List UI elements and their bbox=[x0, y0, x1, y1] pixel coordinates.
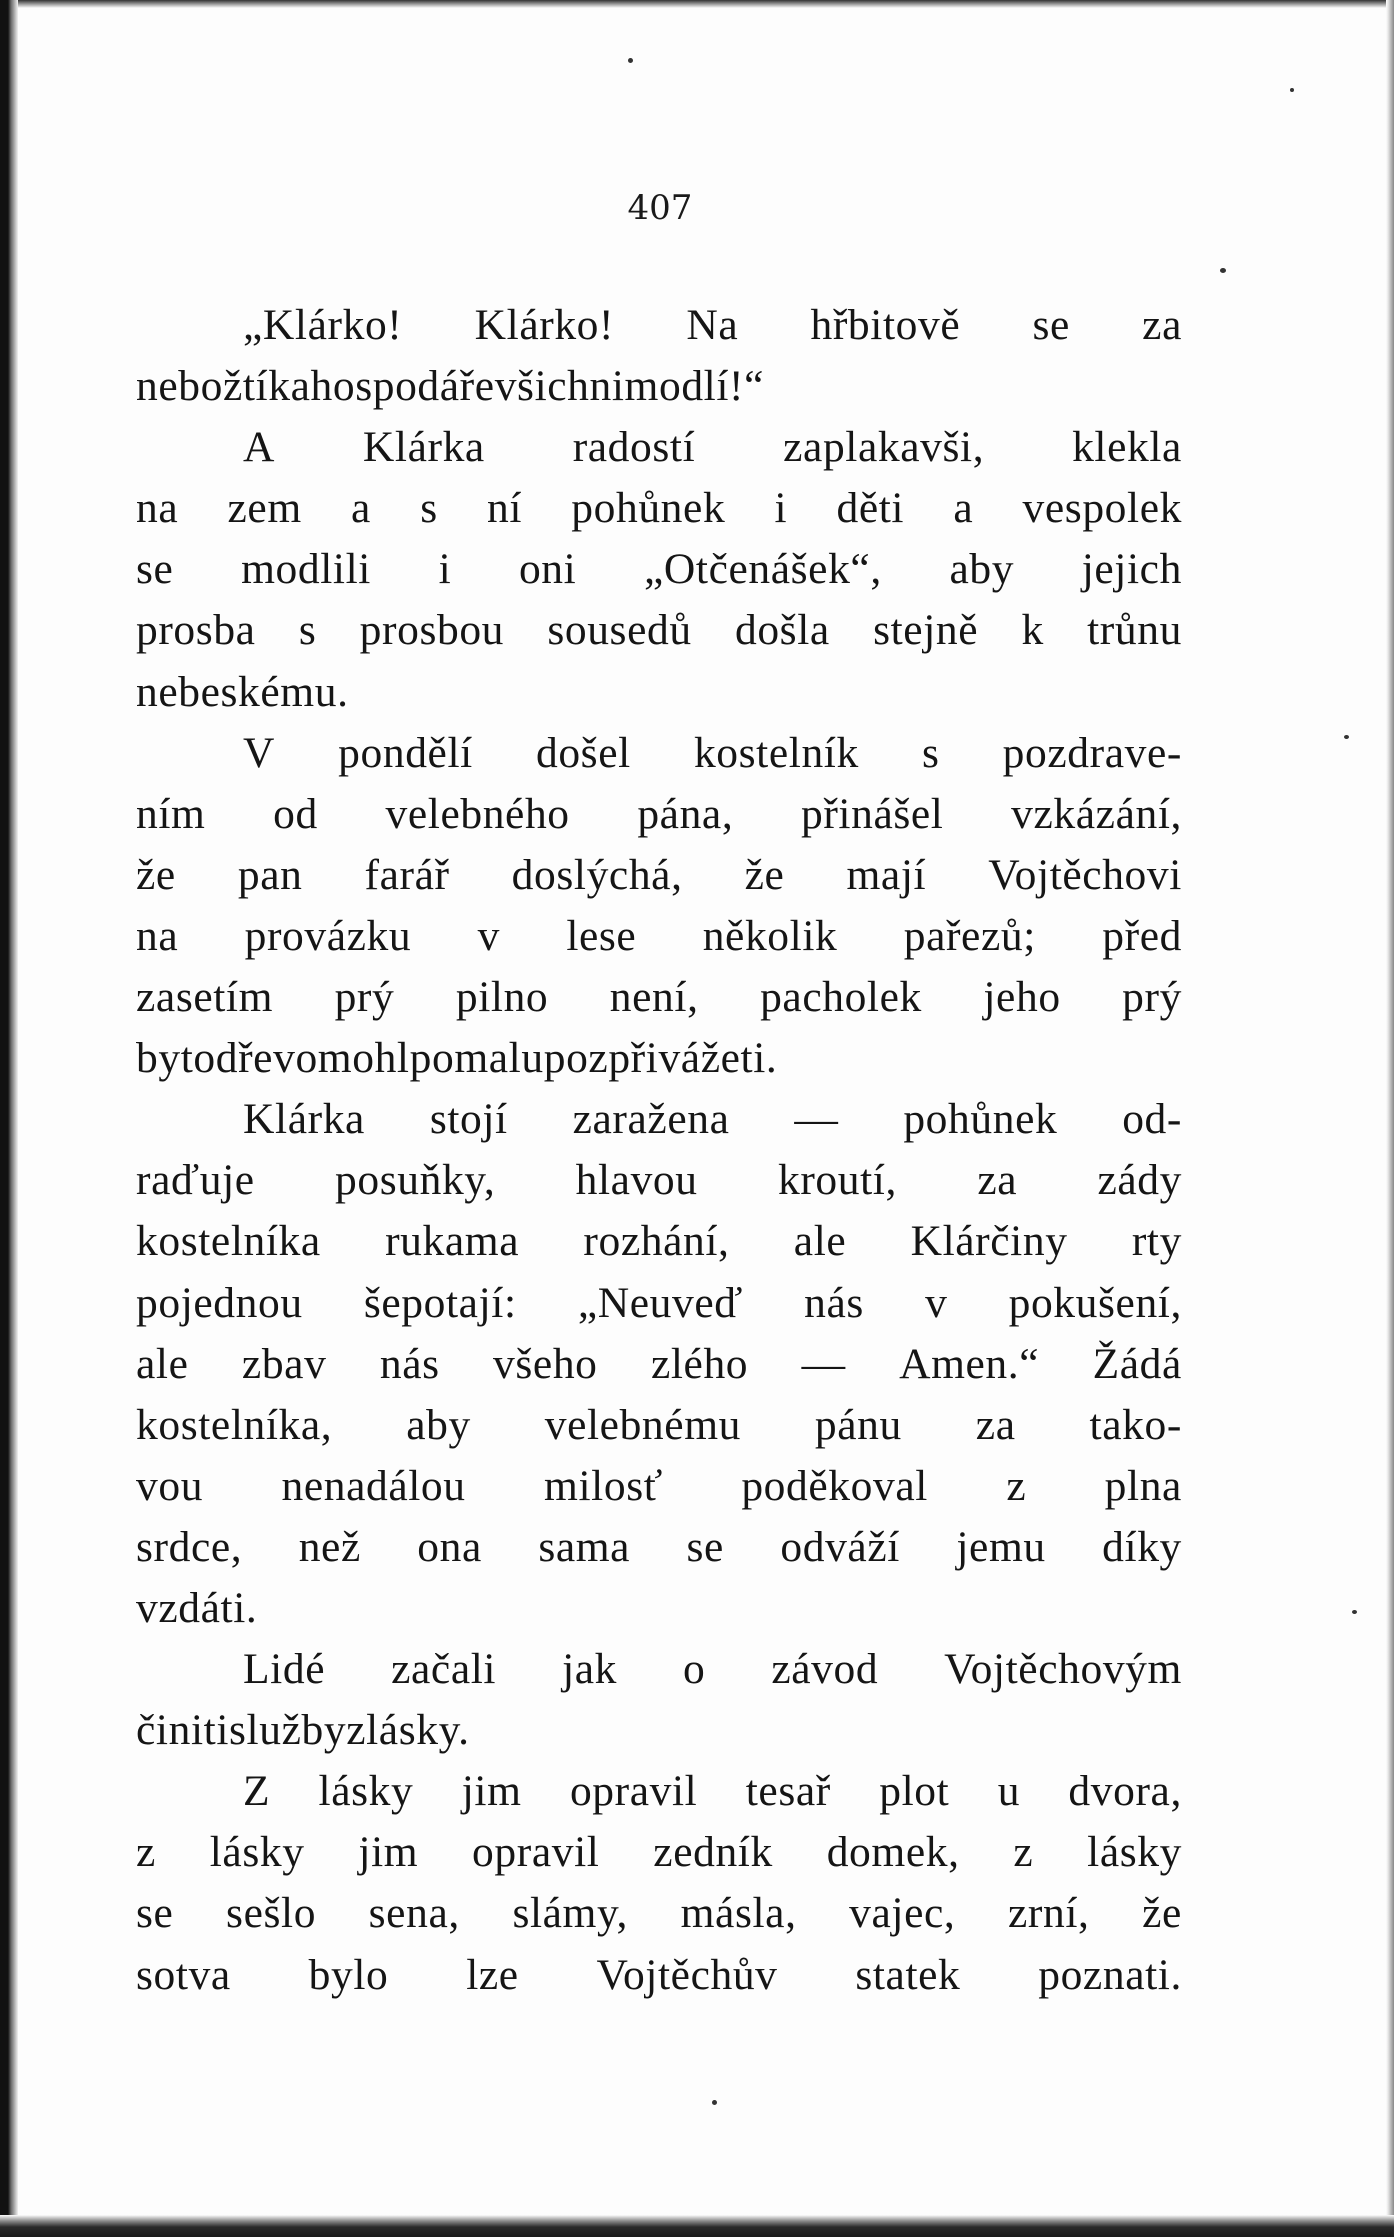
text-line bbox=[136, 1700, 1182, 1761]
word: másla, bbox=[680, 1889, 797, 1938]
word: z bbox=[346, 1706, 367, 1755]
word: nenadálou bbox=[281, 1461, 466, 1510]
word: zem bbox=[227, 484, 302, 533]
text-line bbox=[136, 1456, 1182, 1517]
word: ním bbox=[136, 789, 206, 838]
text-line bbox=[136, 539, 1182, 600]
word: bylo bbox=[308, 1950, 389, 1999]
word: není, bbox=[609, 973, 699, 1022]
word: sama bbox=[538, 1522, 631, 1571]
text-line bbox=[136, 1395, 1182, 1456]
word: kostelníka, bbox=[136, 1400, 333, 1449]
word: Na bbox=[686, 301, 739, 349]
word: závod bbox=[771, 1645, 879, 1694]
text-line bbox=[136, 1761, 1182, 1822]
word: než bbox=[298, 1522, 361, 1571]
word: jim bbox=[358, 1828, 419, 1877]
word: nebožtíka bbox=[136, 362, 311, 411]
word: vajec, bbox=[849, 1889, 956, 1938]
word: to bbox=[180, 1034, 216, 1083]
word: vou bbox=[136, 1461, 204, 1510]
word: sešlo bbox=[226, 1889, 317, 1938]
word: k bbox=[1021, 606, 1044, 655]
word: zlého bbox=[650, 1339, 749, 1388]
word: služby bbox=[229, 1706, 347, 1755]
word: prosba bbox=[136, 606, 256, 655]
word: Amen.“ bbox=[899, 1339, 1040, 1388]
text-line bbox=[136, 1089, 1182, 1150]
word: plot bbox=[879, 1767, 950, 1816]
word: ní bbox=[486, 484, 523, 533]
word: mají bbox=[846, 850, 927, 899]
word: slámy, bbox=[512, 1889, 628, 1938]
scan-speck bbox=[1344, 735, 1349, 739]
word: prý bbox=[334, 973, 395, 1022]
word: doslýchá, bbox=[511, 850, 683, 899]
word: Vojtěchův bbox=[596, 1950, 778, 1999]
word: „Neuveď bbox=[577, 1278, 743, 1327]
word: jejich bbox=[1081, 545, 1182, 594]
text-line bbox=[136, 478, 1182, 539]
word: s bbox=[922, 728, 940, 777]
word: statek bbox=[855, 1950, 961, 1999]
word: pacholek bbox=[760, 973, 922, 1022]
word: Klárko! bbox=[474, 301, 615, 349]
word: i bbox=[438, 545, 452, 594]
word: Klárčiny bbox=[910, 1217, 1068, 1266]
text-line bbox=[136, 1822, 1182, 1883]
scan-speck bbox=[1352, 1610, 1357, 1614]
word: posuňky, bbox=[335, 1156, 496, 1205]
word: V bbox=[243, 728, 276, 777]
word: modlili bbox=[241, 545, 371, 594]
word: velebného bbox=[385, 789, 570, 838]
word: z bbox=[1006, 1461, 1027, 1510]
word: o bbox=[683, 1645, 706, 1694]
word: pařezů; bbox=[903, 911, 1036, 960]
word: za bbox=[977, 1156, 1018, 1205]
word: jeho bbox=[983, 973, 1061, 1022]
word: nás bbox=[804, 1278, 864, 1327]
word: lze bbox=[466, 1950, 519, 1999]
word: kroutí, bbox=[777, 1156, 897, 1205]
word: děti bbox=[836, 484, 905, 533]
word: poděkoval bbox=[741, 1461, 928, 1510]
scan-speck bbox=[628, 58, 633, 63]
word: za bbox=[975, 1400, 1016, 1449]
word: vzkázání, bbox=[1011, 789, 1182, 838]
word: šepotají: bbox=[363, 1278, 517, 1327]
word: raďuje bbox=[136, 1156, 255, 1205]
word: Z bbox=[243, 1767, 271, 1816]
word: „Otčenášek“, bbox=[643, 545, 882, 594]
word: a bbox=[351, 484, 371, 533]
word: pan bbox=[237, 850, 303, 899]
text-line bbox=[136, 1334, 1182, 1395]
word: odváží bbox=[780, 1522, 900, 1571]
word: pomalu bbox=[409, 1034, 544, 1083]
word: radostí bbox=[572, 423, 696, 472]
page-bottom-edge bbox=[0, 2215, 1394, 2237]
word: jak bbox=[562, 1645, 618, 1694]
page-right-edge bbox=[1386, 0, 1394, 2237]
page-left-edge bbox=[0, 0, 18, 2237]
scan-speck bbox=[712, 2100, 717, 2105]
word: dvora, bbox=[1068, 1767, 1182, 1816]
word: zády bbox=[1097, 1156, 1182, 1205]
word: se bbox=[686, 1522, 724, 1571]
word: v bbox=[925, 1278, 948, 1327]
word: tesař bbox=[745, 1767, 831, 1816]
word: Lidé bbox=[243, 1645, 326, 1694]
word: modlí!“ bbox=[624, 362, 765, 411]
scan-speck bbox=[1220, 268, 1226, 273]
word: rty bbox=[1131, 1217, 1182, 1266]
word: se bbox=[1032, 301, 1070, 349]
word: všichni bbox=[494, 362, 625, 411]
text-line bbox=[136, 967, 1182, 1028]
word: pánu bbox=[814, 1400, 902, 1449]
text-line bbox=[136, 600, 1182, 661]
word: přinášel bbox=[800, 789, 944, 838]
word: sotva bbox=[136, 1950, 231, 1999]
word: opravil bbox=[569, 1767, 698, 1816]
word: A bbox=[243, 423, 276, 472]
text-line bbox=[136, 1578, 1182, 1639]
text-line bbox=[136, 1639, 1182, 1700]
word: pokušení, bbox=[1008, 1278, 1182, 1327]
word: stejně bbox=[873, 606, 979, 655]
word: stojí bbox=[429, 1095, 508, 1144]
text-line bbox=[136, 1150, 1182, 1211]
word: hřbitově bbox=[810, 301, 961, 349]
word: všeho bbox=[493, 1339, 598, 1388]
word: vespolek bbox=[1022, 484, 1182, 533]
word: „Klárko! bbox=[243, 301, 403, 349]
word: — bbox=[801, 1339, 846, 1388]
word: by bbox=[136, 1034, 181, 1083]
word: jim bbox=[461, 1767, 522, 1816]
word: kostelník bbox=[693, 728, 859, 777]
word: sena, bbox=[368, 1889, 460, 1938]
word: dřevo bbox=[215, 1034, 318, 1083]
word: u bbox=[997, 1767, 1021, 1816]
word: díky bbox=[1102, 1522, 1182, 1571]
word: mohl bbox=[317, 1034, 410, 1083]
word: pilno bbox=[455, 973, 549, 1022]
word: pozdrave- bbox=[1002, 728, 1182, 777]
word: pozpřivážeti. bbox=[543, 1034, 778, 1083]
text-line bbox=[136, 1517, 1182, 1578]
word: se bbox=[136, 1889, 174, 1938]
word: že bbox=[744, 850, 785, 899]
text-line bbox=[136, 356, 1182, 417]
word: prosbou bbox=[359, 606, 505, 655]
page-number: 407 bbox=[627, 188, 693, 228]
word: s bbox=[420, 484, 438, 533]
word: lásky. bbox=[366, 1706, 470, 1755]
text-line bbox=[136, 1211, 1182, 1272]
text-line bbox=[136, 723, 1182, 784]
text-line bbox=[136, 1883, 1182, 1944]
word: vzdáti. bbox=[136, 1583, 258, 1632]
word: — bbox=[794, 1095, 839, 1144]
word: několik bbox=[702, 911, 838, 960]
word: Vojtěchovým bbox=[944, 1645, 1182, 1694]
word: nebeskému. bbox=[136, 667, 349, 716]
word: srdce, bbox=[136, 1522, 243, 1571]
word: z bbox=[1013, 1828, 1034, 1877]
word: zbav bbox=[241, 1339, 327, 1388]
word: rukama bbox=[385, 1217, 520, 1266]
word: na bbox=[136, 911, 179, 960]
word: pojednou bbox=[136, 1278, 303, 1327]
body-text bbox=[136, 295, 1182, 2006]
word: ale bbox=[136, 1339, 189, 1388]
word: od bbox=[273, 789, 318, 838]
word: zasetím bbox=[136, 973, 274, 1022]
text-line bbox=[136, 845, 1182, 906]
word: trůnu bbox=[1087, 606, 1182, 655]
word: a bbox=[953, 484, 974, 533]
word: aby bbox=[406, 1400, 471, 1449]
word: že bbox=[1142, 1889, 1182, 1938]
word: milosť bbox=[544, 1461, 663, 1510]
word: Vojtěchovi bbox=[988, 850, 1182, 899]
word: domek, bbox=[826, 1828, 960, 1877]
word: nás bbox=[379, 1339, 440, 1388]
word: zrní, bbox=[1008, 1889, 1090, 1938]
word: jemu bbox=[956, 1522, 1046, 1571]
word: tako- bbox=[1089, 1400, 1182, 1449]
word: začali bbox=[391, 1645, 497, 1694]
word: zaražena bbox=[572, 1095, 730, 1144]
word: lásky bbox=[1087, 1828, 1182, 1877]
text-line bbox=[136, 295, 1182, 356]
word: se bbox=[136, 545, 174, 594]
word: že bbox=[136, 850, 176, 899]
word: pána, bbox=[637, 789, 734, 838]
word: Klárka bbox=[243, 1095, 365, 1144]
text-line bbox=[136, 417, 1182, 478]
word: oni bbox=[518, 545, 577, 594]
word: pohůnek bbox=[571, 484, 726, 533]
word: na bbox=[136, 484, 179, 533]
word: lese bbox=[566, 911, 637, 960]
word: zedník bbox=[653, 1828, 773, 1877]
word: provázku bbox=[244, 911, 412, 960]
word: velebnému bbox=[544, 1400, 741, 1449]
page-top-edge bbox=[0, 0, 1394, 8]
word: ona bbox=[417, 1522, 482, 1571]
text-line bbox=[136, 662, 1182, 723]
scan-speck bbox=[1290, 88, 1294, 92]
word: klekla bbox=[1072, 423, 1182, 472]
word: od- bbox=[1122, 1095, 1182, 1144]
word: hlavou bbox=[575, 1156, 698, 1205]
word: Klárka bbox=[362, 423, 485, 472]
text-line bbox=[136, 1945, 1182, 2006]
word: ale bbox=[793, 1217, 847, 1266]
word: sousedů bbox=[547, 606, 692, 655]
word: před bbox=[1102, 911, 1182, 960]
word: Žádá bbox=[1092, 1339, 1182, 1388]
word: z bbox=[136, 1828, 156, 1877]
word: činiti bbox=[136, 1706, 230, 1755]
word: pondělí bbox=[338, 728, 473, 777]
word: za bbox=[1142, 301, 1182, 349]
word: lásky bbox=[209, 1828, 305, 1877]
word: poznati. bbox=[1038, 1950, 1182, 1999]
word: v bbox=[477, 911, 500, 960]
word: i bbox=[774, 484, 788, 533]
text-line bbox=[136, 1028, 1182, 1089]
word: rozhání, bbox=[583, 1217, 730, 1266]
word: kostelníka bbox=[136, 1217, 321, 1266]
word: došla bbox=[734, 606, 830, 655]
word: farář bbox=[364, 850, 450, 899]
word: zaplakavši, bbox=[783, 423, 985, 472]
word: lásky bbox=[318, 1767, 414, 1816]
word: prý bbox=[1122, 973, 1182, 1022]
word: došel bbox=[535, 728, 631, 777]
word: s bbox=[298, 606, 317, 655]
text-line bbox=[136, 1273, 1182, 1334]
text-line bbox=[136, 784, 1182, 845]
word: pohůnek bbox=[903, 1095, 1058, 1144]
word: aby bbox=[949, 545, 1015, 594]
word: opravil bbox=[472, 1828, 600, 1877]
word: plna bbox=[1104, 1461, 1182, 1510]
text-line bbox=[136, 906, 1182, 967]
word: hospodáře bbox=[310, 362, 495, 411]
